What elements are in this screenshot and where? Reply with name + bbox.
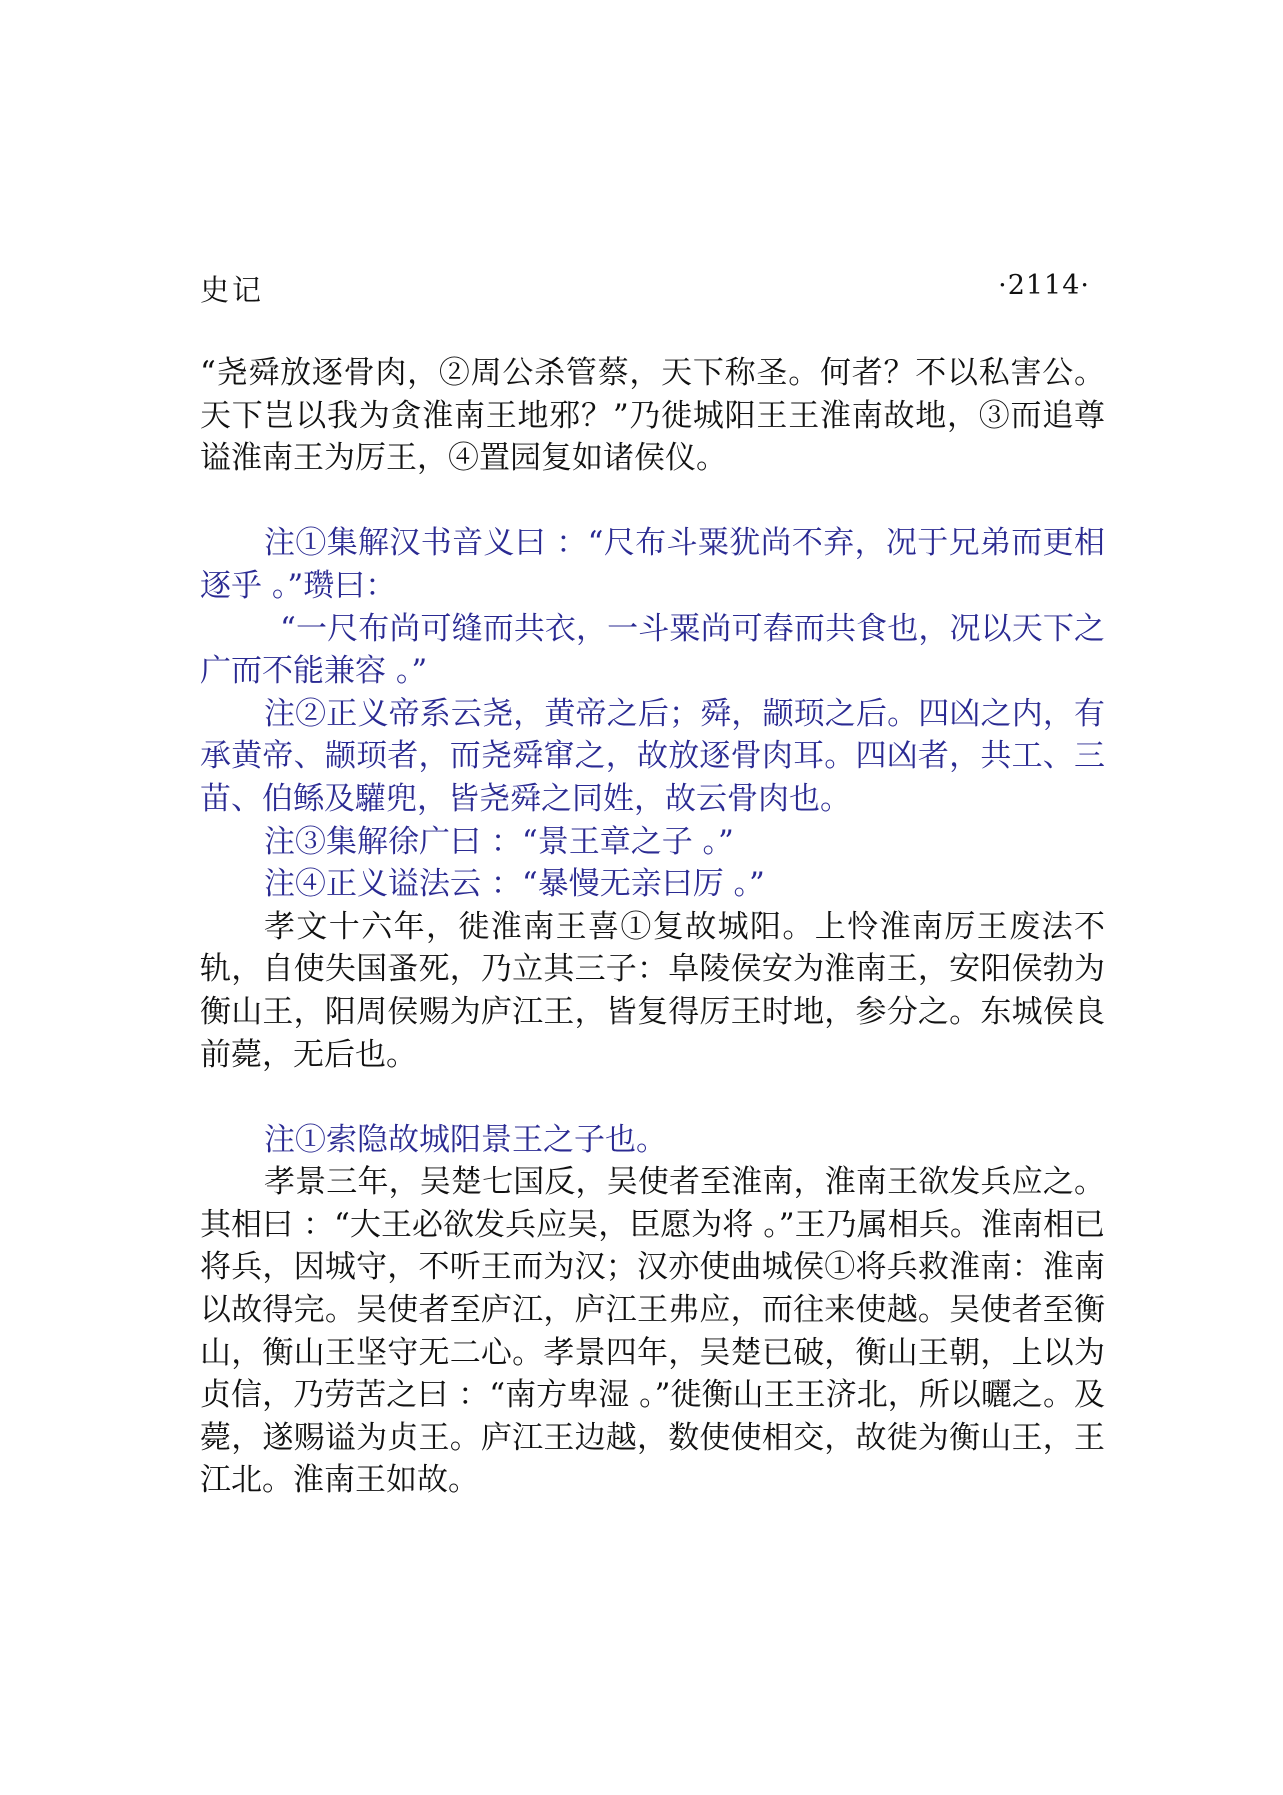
- page-number: ·2114·: [998, 270, 1090, 301]
- annotation-paragraph: 注④正义谥法云 ：“暴慢无亲曰厉 。”: [264, 866, 765, 903]
- annotation-paragraph: 注①索隐故城阳景王之子也。: [264, 1121, 667, 1158]
- book-title: 史记: [200, 273, 265, 307]
- paragraph-gap: [200, 480, 1105, 523]
- annotation-paragraph: 注③集解徐广曰 ：“景王章之子 。”: [264, 823, 734, 860]
- main-paragraph: 孝景三年，吴楚七国反，吴使者至淮南，淮南王欲发兵应之。其相曰 ：“大王必欲发兵应吴，臣愿为将 。”王乃属相兵。淮南相已将兵，因城守，不听王而为汉；汉亦使曲城侯①将兵救淮南：淮南以故得完。吴使者至庐江，庐江王弗应，而往来使越。吴使者至衡山，衡山王坚守无二心。孝景四年，吴楚已破，衡山王朝，上以为贞信，乃劳苦之曰 ：“南方卑湿 。”徙衡山王王济北，所以曬之。及薨，遂赐谥为贞王。庐江王边越，数使使相交，故徙为衡山王，王江北。淮南王如故。: [200, 1164, 1105, 1499]
- annotation-paragraph: 注②正义帝系云尧，黄帝之后；舜，颛顼之后。四凶之内，有承黄帝、颛顼者，而尧舜窜之，故放逐骨肉耳。四凶者，共工、三苗、伯鲧及驩兜，皆尧舜之同姓，故云骨肉也。: [200, 695, 1105, 817]
- body-text: [200, 352, 1105, 1502]
- paragraph-gap: [200, 1076, 1105, 1119]
- annotation-paragraph: “一尺布尚可缝而共衣，一斗粟尚可舂而共食也，况以天下之广而不能兼容 。”: [200, 610, 1105, 690]
- running-header: [200, 268, 1090, 308]
- main-paragraph: 孝文十六年，徙淮南王喜①复故城阳。上怜淮南厉王废法不轨，自使失国蚤死，乃立其三子：阜陵侯安为淮南王，安阳侯勃为衡山王，阳周侯赐为庐江王，皆复得厉王时地，参分之。东城侯良前薨，无后也。: [200, 908, 1105, 1073]
- annotation-paragraph: 注①集解汉书音义曰 ：“尺布斗粟犹尚不弃，况于兄弟而更相逐乎 。”瓒曰：: [200, 525, 1105, 604]
- main-paragraph: “尧舜放逐骨肉，②周公杀管蔡，天下称圣。何者？不以私害公。天下岂以我为贪淮南王地邪？”乃徙城阳王王淮南故地，③而追尊谥淮南王为厉王，④置园复如诸侯仪。: [200, 355, 1105, 477]
